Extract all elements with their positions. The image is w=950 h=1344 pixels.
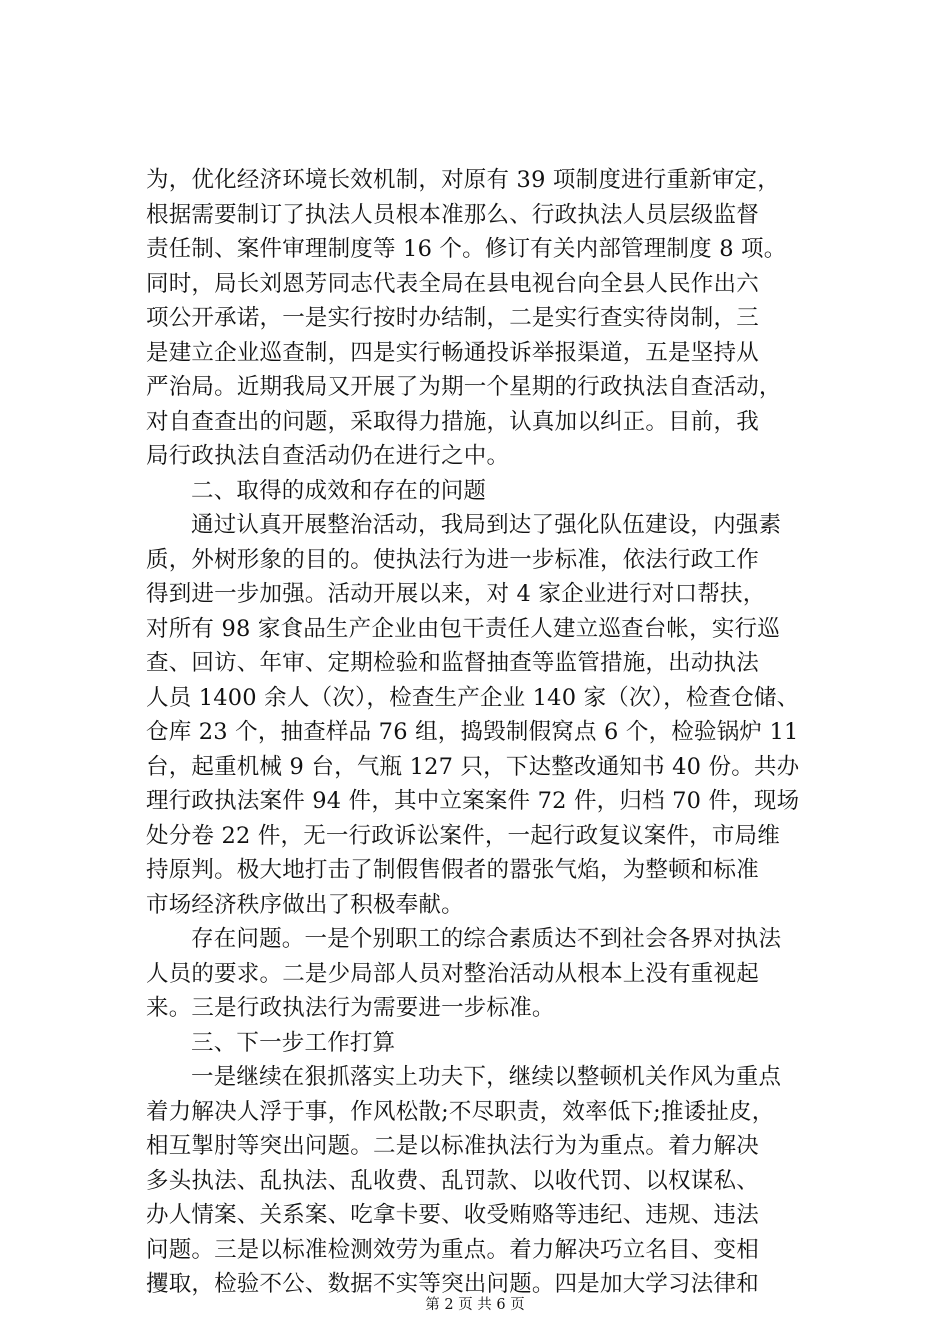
text-line: 对所有 98 家食品生产企业由包干责任人建立巡查台帐，实行巡 <box>146 615 780 642</box>
text-line: 攫取，检验不公、数据不实等突出问题。四是加大学习法律和 <box>146 1271 759 1297</box>
text-line: 人员的要求。二是少局部人员对整治活动从根本上没有重视起 <box>146 960 759 987</box>
text-line: 责任制、案件审理制度等 16 个。修订有关内部管理制度 8 项。 <box>146 236 787 262</box>
text-line: 为，优化经济环境长效机制，对原有 39 项制度进行重新审定， <box>146 167 780 193</box>
text-line: 项公开承诺，一是实行按时办结制，二是实行查实待岗制，三 <box>146 305 759 331</box>
text-line: 问题。三是以标准检测效劳为重点。着力解决巧立名目、变相 <box>146 1236 759 1263</box>
text-line: 严治局。近期我局又开展了为期一个星期的行政执法自查活动， <box>146 374 782 400</box>
text-line: 多头执法、乱执法、乱收费、乱罚款、以收代罚、以权谋私、 <box>146 1167 759 1194</box>
text-line: 对自查查出的问题，采取得力措施，认真加以纠正。目前，我 <box>146 408 759 435</box>
section-heading: 二、取得的成效和存在的问题 <box>191 477 487 504</box>
text-line: 局行政执法自查活动仍在进行之中。 <box>146 443 510 469</box>
text-line: 来。三是行政执法行为需要进一步标准。 <box>146 995 555 1021</box>
text-line: 市场经济秩序做出了积极奉献。 <box>146 891 464 918</box>
text-line: 是建立企业巡查制，四是实行畅通投诉举报渠道，五是坚持从 <box>146 339 759 366</box>
text-line: 相互掣肘等突出问题。二是以标准执法行为为重点。着力解决 <box>146 1133 759 1159</box>
text-line: 处分卷 22 件，无一行政诉讼案件，一起行政复议案件，市局维 <box>146 822 780 849</box>
body-text <box>146 163 826 1302</box>
page-number-footer: 第 2 页 共 6 页 <box>425 1297 525 1313</box>
text-line: 得到进一步加强。活动开展以来，对 4 家企业进行对口帮扶， <box>146 581 766 607</box>
text-line: 仓库 23 个，抽查样品 76 组，捣毁制假窝点 6 个，检验锅炉 11 <box>146 719 799 745</box>
paragraph-start: 一是继续在狠抓落实上功夫下，继续以整顿机关作风为重点 <box>191 1064 782 1090</box>
text-line: 办人情案、关系案、吃拿卡要、收受贿赂等违纪、违规、违法 <box>146 1202 759 1228</box>
text-line: 根据需要制订了执法人员根本准那么、行政执法人员层级监督 <box>146 201 759 228</box>
text-line: 台，起重机械 9 台，气瓶 127 只，下达整改通知书 40 份。共办 <box>146 753 800 780</box>
section-heading: 三、下一步工作打算 <box>191 1029 396 1056</box>
text-line: 质，外树形象的目的。使执法行为进一步标准，依法行政工作 <box>146 546 759 573</box>
text-line: 理行政执法案件 94 件，其中立案案件 72 件，归档 70 件，现场 <box>146 788 800 814</box>
text-line: 着力解决人浮于事，作风松散;不尽职责，效率低下;推诿扯皮， <box>146 1098 775 1125</box>
paragraph-start: 存在问题。一是个别职工的综合素质达不到社会各界对执法 <box>191 926 782 952</box>
text-line: 查、回访、年审、定期检验和监督抽查等监管措施，出动执法 <box>146 650 759 676</box>
paragraph-start: 通过认真开展整治活动，我局到达了强化队伍建设，内强素 <box>191 512 782 538</box>
text-line: 人员 1400 余人（次），检查生产企业 140 家（次），检查仓储、 <box>146 684 800 711</box>
text-line: 持原判。极大地打击了制假售假者的嚣张气焰，为整顿和标准 <box>146 857 759 883</box>
text-line: 同时，局长刘恩芳同志代表全局在县电视台向全县人民作出六 <box>146 270 759 297</box>
